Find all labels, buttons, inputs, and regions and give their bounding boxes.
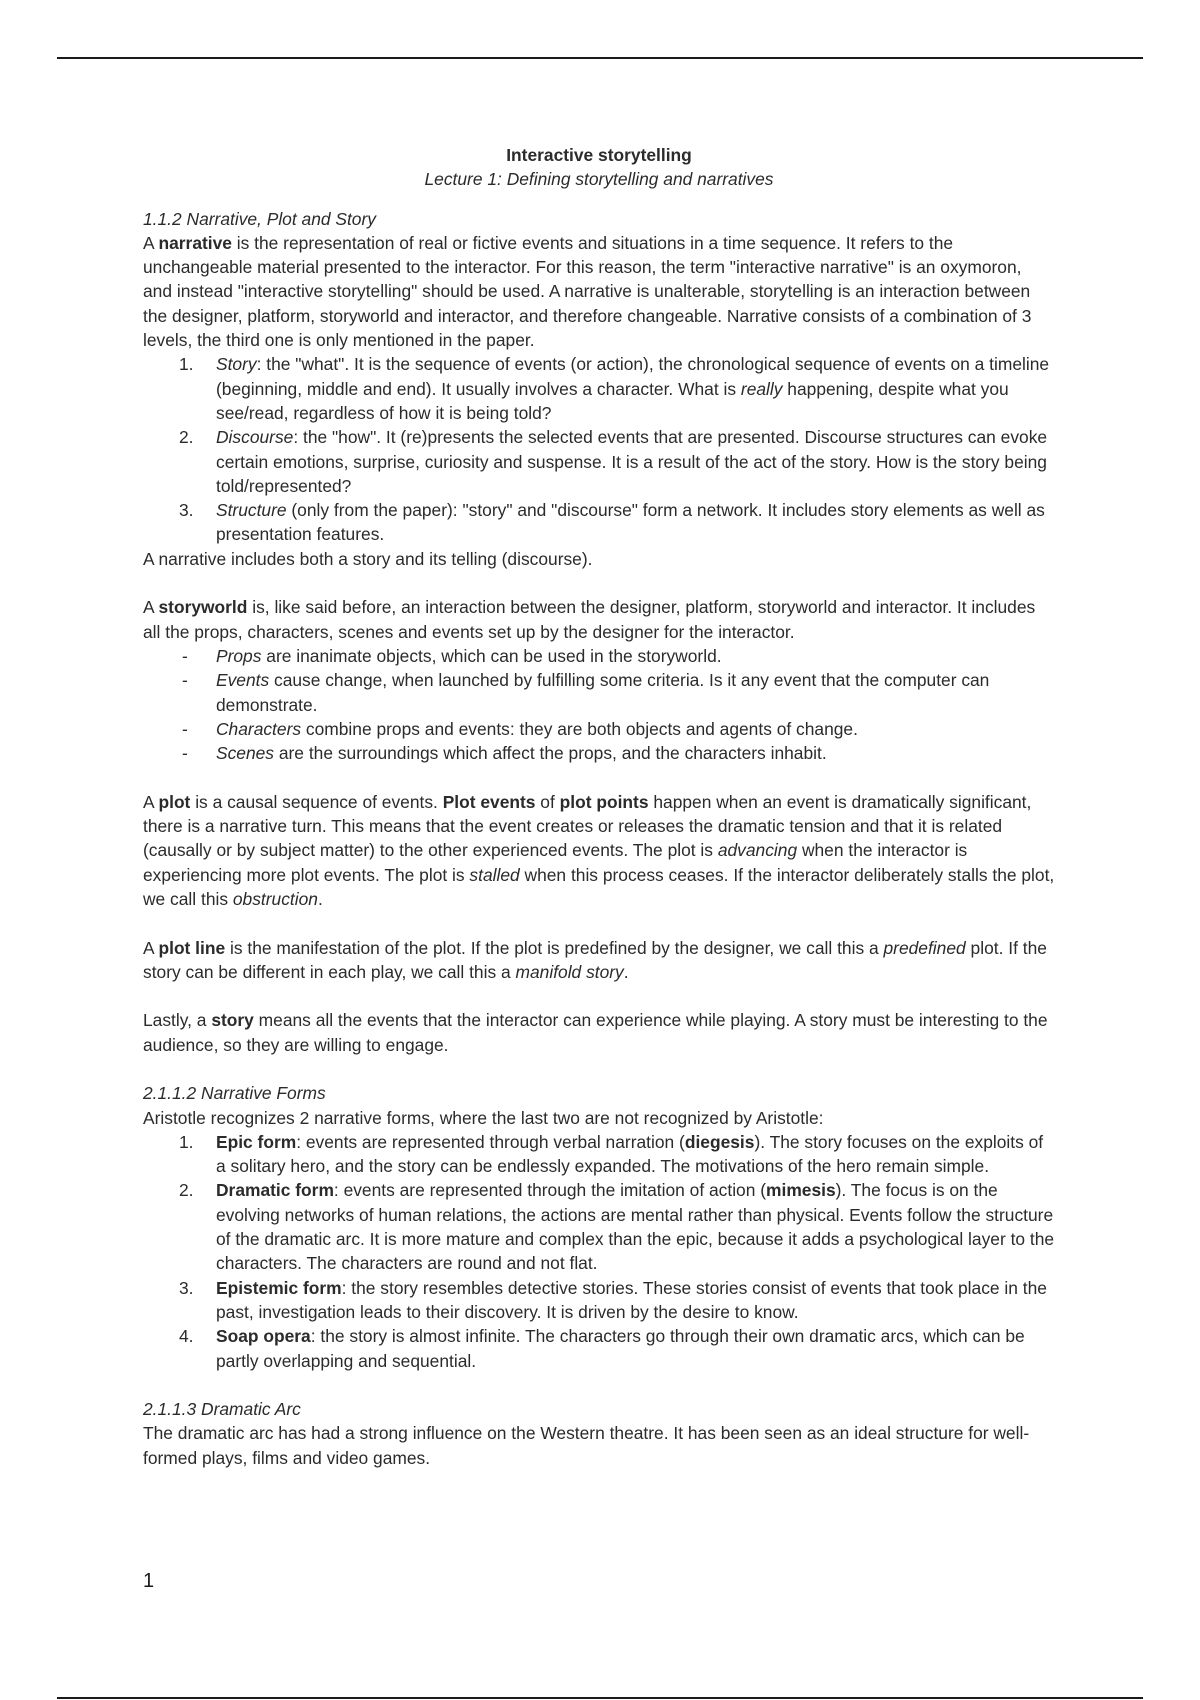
storyworld-paragraph: A storyworld is, like said before, an interaction between the designer, platform, storyworld and interactor. It includes all the props, characters, scenes and events set up by the designer for the interactor. xyxy=(143,597,1036,642)
page-number: 1 xyxy=(143,1570,155,1592)
list-item: 2. Dramatic form: events are represented through the imitation of action (mimesis). The focus is on the evolving networks of human relations, the actions are mental rather than physical. Events follow the structure of the dramatic arc. It is more mature and complex than the epic, because it adds a psychological layer to the characters. The characters are round and not flat. xyxy=(179,1180,1055,1274)
list-item: 1. Story: the "what". It is the sequence of events (or action), the chronological sequence of events on a timeline (beginning, middle and end). It usually involves a character. What is really happening, despite what you see/read, regardless of how it is being told? xyxy=(179,354,1050,423)
narrative-forms-list xyxy=(143,1130,1055,1373)
list-item: - Scenes are the surroundings which affect the props, and the characters inhabit. xyxy=(182,743,827,764)
page-body xyxy=(143,143,1055,1470)
list-item: - Events cause change, when launched by fulfilling some criteria. Is it any event that the computer can demonstrate. xyxy=(182,670,990,715)
list-item: 1. Epic form: events are represented through verbal narration (diegesis). The story focuses on the exploits of a solitary hero, and the story can be endlessly expanded. The motivations of the hero remain simple. xyxy=(179,1131,1044,1177)
document-subtitle: Lecture 1: Defining storytelling and narratives xyxy=(424,169,774,190)
list-item: - Props are inanimate objects, which can be used in the storyworld. xyxy=(182,645,722,666)
list-item: - Characters combine props and events: they are both objects and agents of change. xyxy=(182,718,858,739)
narrative-paragraph: A narrative is the representation of real or fictive events and situations in a time sequence. It refers to the unchangeable material presented to the interactor. For this reason, the term "interactive narrative" is an oxymoron, and instead "interactive storytelling" should be used. A narrative is unalterable, storytelling is an interaction between the designer, platform, storyworld and interactor, and therefore changeable. Narrative consists of a combination of 3 levels, the third one is only mentioned in the paper. xyxy=(143,232,1032,351)
narrative-levels-list xyxy=(143,352,1055,546)
section-heading-2-1-1-3: 2.1.1.3 Dramatic Arc xyxy=(143,1399,301,1420)
story-paragraph: Lastly, a story means all the events that the interactor can experience while playing. A story must be interesting to the audience, so they are willing to engage. xyxy=(143,1010,1048,1055)
document-title: Interactive storytelling xyxy=(506,145,692,165)
section-heading-2-1-1-2: 2.1.1.2 Narrative Forms xyxy=(143,1083,326,1104)
narrative-forms-intro: Aristotle recognizes 2 narrative forms, where the last two are not recognized by Aristotle: xyxy=(143,1107,824,1128)
section-heading-1-1-2: 1.1.2 Narrative, Plot and Story xyxy=(143,208,376,229)
plot-paragraph: A plot is a causal sequence of events. Plot events of plot points happen when an event is dramatically significant, there is a narrative turn. This means that the event creates or releases the dramatic tension and that it is related (causally or by subject matter) to the other experienced events. The plot is advancing when the interactor is experiencing more plot events. The plot is stalled when this process ceases. If the interactor deliberately stalls the plot, we call this obstruction. xyxy=(143,791,1055,909)
list-item: 4. Soap opera: the story is almost infinite. The characters go through their own dramatic arcs, which can be partly overlapping and sequential. xyxy=(179,1326,1025,1371)
narrative-summary: A narrative includes both a story and its telling (discourse). xyxy=(143,548,593,569)
list-item: 3. Structure (only from the paper): "story" and "discourse" form a network. It includes story elements as well as presentation features. xyxy=(179,500,1045,545)
header-rule xyxy=(57,57,1143,59)
plot-line-paragraph: A plot line is the manifestation of the plot. If the plot is predefined by the designer, we call this a predefined plot. If the story can be different in each play, we call this a manifold story. xyxy=(143,937,1047,982)
footer-rule xyxy=(57,1697,1143,1699)
term-narrative: narrative xyxy=(158,232,232,253)
storyworld-items-list xyxy=(143,644,1055,765)
list-item: 2. Discourse: the "how". It (re)presents the selected events that are presented. Discourse structures can evoke certain emotions, surprise, curiosity and suspense. It is a result of the act of the story. How is the story being told/represented? xyxy=(179,427,1048,496)
dramatic-arc-paragraph: The dramatic arc has had a strong influence on the Western theatre. It has been seen as an ideal structure for well-formed plays, films and video games. xyxy=(143,1423,1030,1468)
term-storyworld: storyworld xyxy=(158,597,248,618)
list-item: 3. Epistemic form: the story resembles detective stories. These stories consist of events that took place in the past, investigation leads to their discovery. It is driven by the desire to know. xyxy=(179,1277,1047,1322)
